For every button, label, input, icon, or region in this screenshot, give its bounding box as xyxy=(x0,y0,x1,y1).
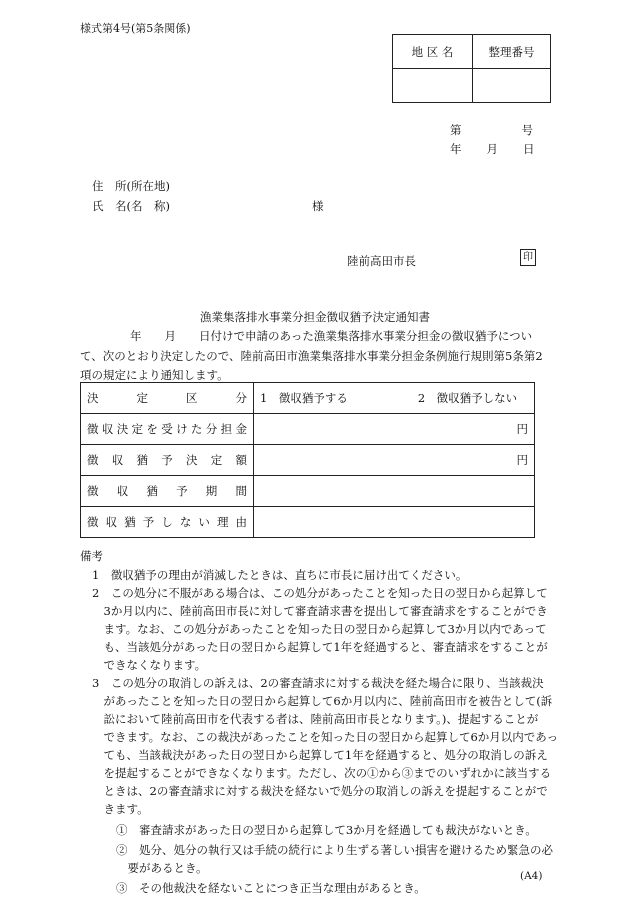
label-char: 定 xyxy=(131,422,144,436)
label-char: た xyxy=(190,422,203,436)
note-line: を提起することができなくなります。ただし、次の①から③までのいずれかに該当する xyxy=(92,766,552,780)
label-char: 理 xyxy=(216,515,229,529)
note-line: があったことを知った日の翌日から起算して6か月以内に、陸前高田市を被告として(訴 xyxy=(92,694,553,708)
label-text xyxy=(87,390,247,406)
label-char: 金 xyxy=(235,422,247,436)
note-item: ③ その他裁決を経ないことにつき正当な理由があるとき。 xyxy=(116,881,426,895)
row-label xyxy=(81,414,254,445)
honorific-sama: 様 xyxy=(312,199,324,213)
row-label xyxy=(81,445,254,476)
table-row xyxy=(81,414,535,445)
period-cell[interactable] xyxy=(254,476,535,507)
row-label xyxy=(81,507,254,538)
form-number: 様式第4号(第5条関係) xyxy=(80,22,191,35)
label-char: 由 xyxy=(235,515,247,529)
area-table xyxy=(392,34,551,103)
label-text xyxy=(87,483,247,499)
note-line: できなくなります。 xyxy=(92,658,207,672)
decision-table xyxy=(80,382,535,538)
note-line: ても、当該裁決があった日の翌日から起算して1年を経過すると、処分の取消しの訴え xyxy=(92,748,548,762)
document-number-line xyxy=(450,122,533,138)
day-label: 日 xyxy=(523,142,535,156)
label-char: 徴 xyxy=(87,453,99,467)
paper-size: (A4) xyxy=(520,870,543,882)
label-char: 額 xyxy=(235,453,247,467)
reason-cell[interactable] xyxy=(254,507,535,538)
label-char: 間 xyxy=(235,484,247,498)
document-title: 漁業集落排水事業分担金徴収猶予決定通知書 xyxy=(200,310,430,324)
label-char: 収 xyxy=(101,422,114,436)
note-item: ① 審査請求があった日の翌日から起算して3か月を経過しても裁決がないとき。 xyxy=(116,823,537,837)
decision-options xyxy=(254,383,535,414)
label-char: 定 xyxy=(136,391,148,405)
label-char: 猶 xyxy=(136,453,148,467)
amount-cell[interactable] xyxy=(254,414,535,445)
address-label: 住 所(所在地) xyxy=(92,179,170,193)
label-char: 分 xyxy=(235,391,247,405)
year-label: 年 xyxy=(450,142,462,156)
label-char: 決 xyxy=(87,391,99,405)
intro-line-1: 年 月 日付けで申請のあった漁業集落排水事業分担金の徴収猶予につい xyxy=(84,329,533,343)
label-char: 決 xyxy=(116,422,129,436)
label-char: 収 xyxy=(111,453,124,467)
note-line: 1 徴収猶予の理由が消滅したときは、直ちに市長に届け出てください。 xyxy=(92,568,468,582)
note-line: 3か月以内に、陸前高田市長に対して審査請求書を提出して審査請求をすることができ xyxy=(92,604,548,618)
label-char: 担 xyxy=(220,422,233,436)
label-char: 徴 xyxy=(87,484,99,498)
amount-cell[interactable] xyxy=(254,445,535,476)
yen-unit: 円 xyxy=(516,453,528,467)
label-char: 予 xyxy=(142,515,155,529)
label-char: 予 xyxy=(161,453,173,467)
label-text xyxy=(87,514,247,530)
note-line: きます。 xyxy=(92,802,149,816)
intro-line-2: て、次のとおり決定したので、陸前高田市漁業集落排水事業分担金条例施行規則第5条第2 xyxy=(80,349,543,363)
name-label: 氏 名(名 称) xyxy=(92,199,170,213)
label-char: 定 xyxy=(210,453,223,467)
note-line: 訟において陸前高田市を代表する者は、陸前高田市長となります。)、提起することが xyxy=(92,712,539,726)
table-row xyxy=(81,383,535,414)
label-char: 決 xyxy=(186,453,198,467)
label-char: 期 xyxy=(205,484,218,498)
label-char: 猶 xyxy=(124,515,136,529)
label-char: い xyxy=(198,515,210,529)
label-char: し xyxy=(161,515,173,529)
note-line: も、当該処分があった日の翌日から起算して1年を経過すると、審査請求をすることが xyxy=(92,640,548,654)
row-label xyxy=(81,383,254,414)
reference-number-header: 整理番号 xyxy=(473,35,551,69)
row-label xyxy=(81,476,254,507)
issuer-mayor: 陸前高田市長 xyxy=(347,254,416,268)
note-line: ます。なお、この処分があったことを知った日の翌日から起算して3か月以内であって xyxy=(92,622,547,636)
number-suffix: 号 xyxy=(521,123,533,137)
note-line: 2 この処分に不服がある場合は、この処分があったことを知った日の翌日から起算して xyxy=(92,586,548,600)
area-name-cell[interactable] xyxy=(393,69,473,103)
table-row xyxy=(81,476,535,507)
option-deny[interactable]: 2 徴収猶予しない xyxy=(417,391,518,405)
label-char: 猶 xyxy=(146,484,158,498)
note-line: できます。なお、この裁決があったことを知った日の翌日から起算して6か月以内であっ xyxy=(92,730,559,744)
date-line xyxy=(450,141,535,157)
table-row xyxy=(81,445,535,476)
note-item: 要があるとき。 xyxy=(116,861,208,875)
area-name-header: 地 区 名 xyxy=(393,35,473,69)
label-char: 徴 xyxy=(87,515,99,529)
label-char: 予 xyxy=(176,484,188,498)
label-char: 受 xyxy=(161,422,173,436)
label-char: な xyxy=(179,515,192,529)
number-prefix: 第 xyxy=(450,123,462,137)
note-line: ときは、2の審査請求に対する裁決を経ないで処分の取消しの訴えを提起することがで xyxy=(92,784,548,798)
label-char: 収 xyxy=(116,484,129,498)
note-item: ② 処分、処分の執行又は手続の続行により生ずる著しい損害を避けるため緊急の必 xyxy=(116,843,553,857)
label-char: を xyxy=(146,422,158,436)
seal-mark: 印 xyxy=(520,249,536,266)
label-char: 徴 xyxy=(87,422,99,436)
label-char: け xyxy=(176,422,188,436)
label-char: 分 xyxy=(205,422,218,436)
note-line: 3 この処分の取消しの訴えは、2の審査請求に対する裁決を経た場合に限り、当該裁決 xyxy=(92,676,544,690)
label-text xyxy=(87,421,247,437)
table-row xyxy=(81,507,535,538)
label-text xyxy=(87,452,247,468)
label-char: 区 xyxy=(186,391,198,405)
notes-heading: 備考 xyxy=(80,549,103,563)
reference-number-cell[interactable] xyxy=(473,69,551,103)
label-char: 収 xyxy=(105,515,118,529)
month-label: 月 xyxy=(486,142,498,156)
option-grant[interactable]: 1 徴収猶予する xyxy=(260,391,348,405)
yen-unit: 円 xyxy=(516,422,528,436)
intro-line-3: 項の規定により通知します。 xyxy=(80,368,229,382)
